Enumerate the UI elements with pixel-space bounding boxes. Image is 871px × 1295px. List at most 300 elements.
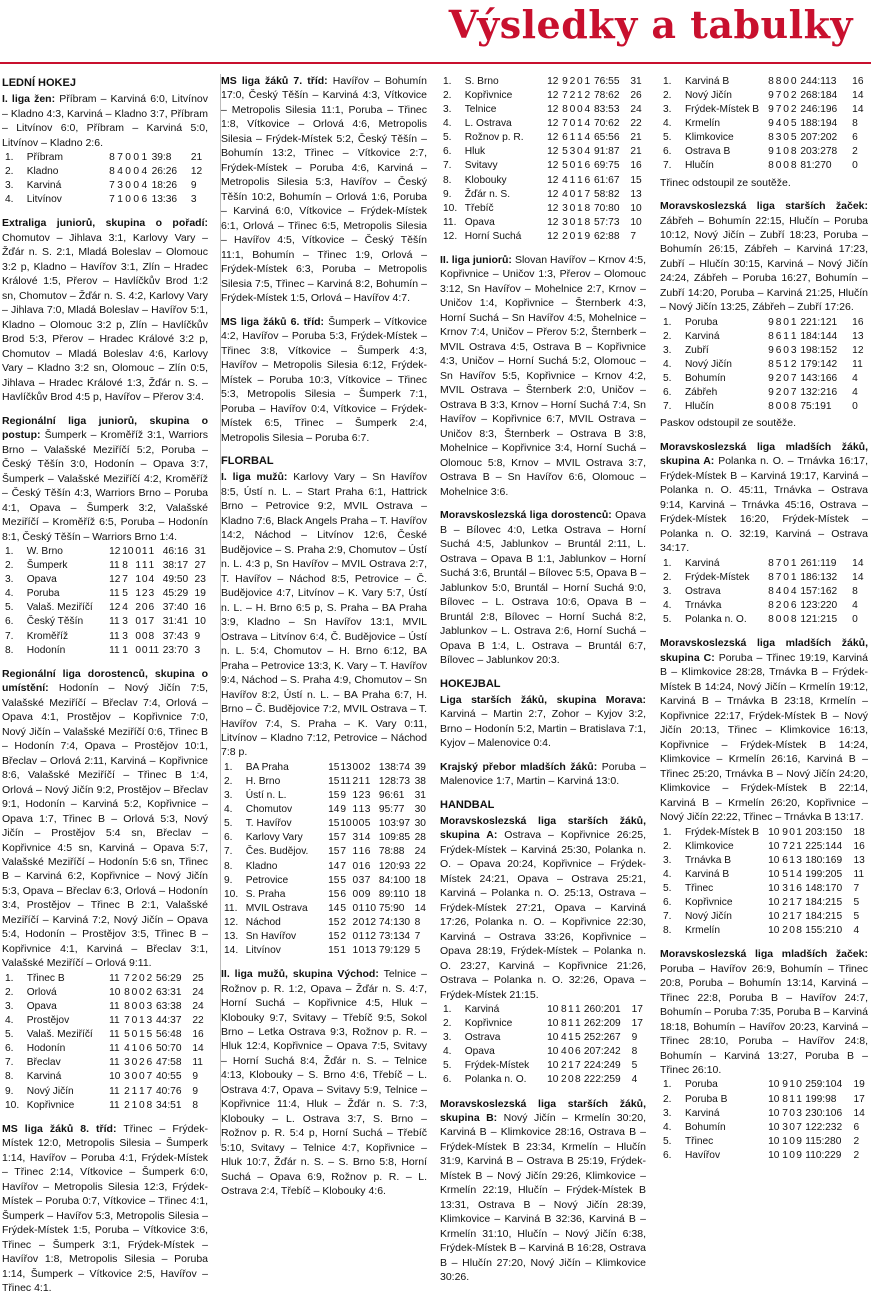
stat-cell: 8 <box>561 1018 567 1030</box>
results-paragraph <box>660 199 868 315</box>
rank-cell: 3. <box>5 574 14 586</box>
team-cell: Karviná <box>26 180 62 192</box>
points-cell: 13 <box>630 188 642 200</box>
table-row <box>2 573 208 587</box>
score-cell: 70:62 <box>594 118 620 130</box>
stat-cell: 8 <box>775 316 782 328</box>
table-row <box>660 372 868 386</box>
stat-cell: 0 <box>135 616 142 628</box>
blocks <box>221 74 427 445</box>
stat-cell: 7 <box>562 90 568 102</box>
table-row <box>440 145 646 159</box>
results-paragraph <box>440 508 646 667</box>
score-cell: 222:259 <box>583 1074 621 1086</box>
rank-cell: 9. <box>443 188 452 200</box>
stat-cell: 7 <box>775 571 782 583</box>
points-cell: 16 <box>852 316 864 328</box>
score-cell: 47:58 <box>156 1057 182 1069</box>
points-cell: 9 <box>631 1032 638 1044</box>
points-cell: 21 <box>630 132 642 144</box>
stat-cell: 0 <box>783 373 789 385</box>
score-cell: 259:104 <box>805 1079 843 1091</box>
table-row <box>2 1070 208 1084</box>
stat-cell: 3 <box>352 832 359 844</box>
stat-cell: 11 <box>109 630 120 642</box>
table-row <box>660 103 868 117</box>
rank-cell: 6. <box>663 146 672 158</box>
table-row <box>2 1028 208 1042</box>
results-paragraph <box>2 216 208 404</box>
stat-cell: 9 <box>768 104 774 116</box>
stat-cell: 0 <box>783 387 789 399</box>
stat-cell: 4 <box>562 188 568 200</box>
table-row <box>660 1149 868 1163</box>
stat-cell: 0 <box>352 888 359 900</box>
stat-cell: 10 <box>768 1093 780 1105</box>
stat-cell: 9 <box>562 76 568 87</box>
result-block <box>440 760 646 789</box>
rank-cell: 7. <box>663 160 672 172</box>
table-row <box>221 930 427 944</box>
points-cell: 4 <box>631 1074 638 1086</box>
team-cell: Krmelín <box>684 118 721 130</box>
team-cell: H. Brno <box>245 776 281 788</box>
rank-cell: 4. <box>663 118 672 130</box>
team-cell: Opava <box>464 216 495 228</box>
stat-cell: 0 <box>789 1135 795 1147</box>
points-cell: 30 <box>414 804 426 816</box>
stat-cell: 0 <box>358 888 365 900</box>
stat-cell: 10 <box>547 1032 559 1044</box>
team-cell: Klimkovice <box>684 132 734 144</box>
competition-title: Liga starších žáků, skupina Morava: <box>440 693 646 706</box>
stat-cell: 8 <box>768 600 774 612</box>
rank-cell: 6. <box>443 1074 452 1086</box>
stat-cell: 7 <box>146 1071 153 1083</box>
stat-cell: 0 <box>352 761 359 773</box>
score-cell: 120:93 <box>378 860 411 872</box>
results-paragraph <box>221 470 427 760</box>
stat-cell: 0 <box>577 104 583 116</box>
stat-cell: 6 <box>775 345 782 357</box>
points-cell: 8 <box>192 1099 198 1111</box>
stat-cell: 1 <box>141 616 148 628</box>
stat-cell: 4 <box>775 118 782 130</box>
stat-cell: 1 <box>577 202 583 214</box>
table-row <box>660 599 868 613</box>
score-cell: 109:85 <box>378 832 411 844</box>
stat-cell: 7 <box>117 152 123 164</box>
rank-cell: 1. <box>5 152 14 164</box>
points-cell: 10 <box>194 616 206 628</box>
stat-cell: 2 <box>340 930 346 942</box>
stat-cell: 9 <box>796 1149 802 1161</box>
result-block <box>660 947 868 1163</box>
stat-cell: 4 <box>790 585 797 597</box>
stat-cell: 4 <box>562 174 568 186</box>
team-cell: Prostějov <box>26 1015 70 1027</box>
table-row <box>660 75 868 89</box>
points-cell: 16 <box>852 76 864 87</box>
rank-cell: 7. <box>224 846 233 858</box>
results-text: Poruba – Havířov 26:9, Bohumín – Třinec 20:8, Poruba – Bohumín 13:14, Karviná – Třinec 22:8, Poruba B – Havířov 24:7, Bohumín – Poruba 7:35, Poruba B – Karviná 18:18, Bohumín – Havířov 20:23, Karviná – Třinec 28:10, Poruba – Havířov 24:8, Bohumín – Karviná 13:27, Poruba B – Třinec 26:10. <box>660 962 868 1076</box>
stat-cell: 8 <box>109 166 115 178</box>
stat-cell: 1 <box>135 588 142 600</box>
points-cell: 24 <box>414 846 426 858</box>
stat-cell: 0 <box>783 614 789 626</box>
score-cell: 262:209 <box>583 1018 621 1030</box>
team-cell: Břeclav <box>26 1057 61 1069</box>
results-paragraph <box>2 92 208 150</box>
stat-cell: 15 <box>328 818 340 830</box>
score-cell: 91:87 <box>594 146 620 158</box>
rank-cell: 4. <box>5 588 14 600</box>
stat-cell: 11 <box>109 616 120 628</box>
stat-cell: 7 <box>364 874 371 886</box>
rank-cell: 4. <box>663 359 672 371</box>
rank-cell: 2. <box>5 166 14 178</box>
rank-cell: 8. <box>443 174 452 186</box>
results-paragraph <box>660 440 868 556</box>
team-cell: Nový Jičín <box>684 359 732 371</box>
stat-cell: 3 <box>790 345 797 357</box>
score-cell: 155:210 <box>805 925 843 937</box>
results-text: Slovan Havířov – Krnov 4:5, Kopřivnice – Uničov 1:3, Přerov – Olomouc 3:12, Sn Havířov – Mohelnice 2:7, Krnov – Uničov 1:4, Kopřivnice – Šternberk 4:3, Horní Suchá – Sn Havířov 4:5, Mohelnice – Krnov 7:4, Uničov – Přerov 5:2, Šternberk – MVIL Ostrava 4:5, Ostrava B – Kopřivnice 4:3, Uničov – Horní Suchá 5:2, Olomouc – Sn Havířov 5:5, Kopřivnice – Krnov 4:2, MVIL Ostrava – Šternberk 2:0, Uničov – Ostrava B 3:3, Krnov – Horní Suchá 7:4, Sn Havířov – Kopřivnice 6:7, MVIL Ostrava – Uničov 8:3, Šternberk – Ostrava B 3:8, Mohelnice – Kopřivnice 3:4, Horní Suchá – Olomouc 5:8, Krnov – MVIL Ostrava 3:7, Ostrava B – Sn Havířov 6:6, Olomouc – Mohelnice 3:6. <box>440 253 647 498</box>
result-block <box>2 216 208 404</box>
stat-cell: 0 <box>789 1121 795 1133</box>
stat-cell: 6 <box>146 1043 153 1055</box>
results-text: Zábřeh – Bohumín 22:15, Hlučín – Poruba 10:12, Nový Jičín – Zubří 18:23, Poruba – Bohumín 26:15, Zábřeh – Karviná 17:23, Zubří – Hlučín 30:15, Karviná – Nový Jičín 24:24, Zábřeh – Poruba 16:27, Bohumín – Zubří 14:20, Poruba – Karviná 21:25, Hlučín – Nový Jičín 13:25, Zábřeh – Zubří 17:26. <box>660 214 868 314</box>
points-cell: 4 <box>852 600 858 612</box>
rank-cell: 6. <box>5 616 14 628</box>
stat-cell: 4 <box>124 1043 130 1055</box>
rank-cell: 5. <box>663 882 672 894</box>
stat-cell: 0 <box>358 761 365 773</box>
stat-cell: 0 <box>352 860 359 872</box>
stat-cell: 2 <box>782 896 788 908</box>
column-3 <box>440 74 647 1284</box>
rank-cell: 3. <box>224 790 233 802</box>
stat-cell: 10 <box>547 1004 559 1016</box>
team-cell: Hluk <box>464 146 486 158</box>
stat-cell: 1 <box>358 776 365 788</box>
stat-cell: 8 <box>768 585 774 597</box>
team-cell: Hodonín <box>26 644 66 656</box>
team-cell: Třebíč <box>464 202 494 214</box>
stat-cell: 1 <box>122 644 128 656</box>
stat-cell: 1 <box>577 160 583 172</box>
team-cell: Kopřivnice <box>684 896 733 908</box>
stat-cell: 3 <box>782 1121 788 1133</box>
stat-cell: 1 <box>131 1085 138 1097</box>
points-cell: 15 <box>630 174 642 186</box>
points-cell: 6 <box>852 132 858 144</box>
standings-table <box>660 75 868 174</box>
table-row <box>660 145 868 159</box>
table-row <box>440 75 646 89</box>
score-cell: 123:220 <box>800 600 838 612</box>
team-cell: Třinec B <box>26 972 65 984</box>
stat-cell: 0 <box>133 180 140 192</box>
points-cell: 3 <box>190 194 197 206</box>
table-row <box>221 789 427 803</box>
rank-cell: 5. <box>663 614 672 626</box>
rank-cell: 4. <box>663 600 672 612</box>
score-cell: 143:166 <box>800 373 838 385</box>
table-row <box>2 644 208 658</box>
competition-title: Moravskoslezská liga mladších žáků, skupina C: <box>660 637 868 664</box>
points-cell: 24 <box>192 986 204 998</box>
team-cell: Příbram <box>26 152 63 164</box>
stat-cell: 0 <box>783 571 789 583</box>
rank-cell: 8. <box>5 1071 14 1083</box>
rank-cell: 1. <box>443 76 452 87</box>
table-row <box>440 1031 646 1045</box>
stat-cell: 13 <box>340 761 352 773</box>
section-title: FLORBAL <box>221 455 274 468</box>
team-cell: S. Praha <box>245 888 286 900</box>
stat-cell: 1 <box>141 152 148 164</box>
points-cell: 2 <box>853 1135 860 1147</box>
points-cell: 0 <box>852 614 858 626</box>
stat-cell: 0 <box>789 1149 795 1161</box>
table-row <box>2 630 208 644</box>
table-row <box>2 587 208 601</box>
stat-cell: 2 <box>790 359 797 371</box>
standings-table <box>660 557 868 627</box>
stat-cell: 0 <box>789 1107 795 1119</box>
stat-cell: 8 <box>768 571 774 583</box>
stat-cell: 3 <box>146 1015 153 1027</box>
competition-title: Moravskoslezská liga mladších žaček: <box>660 948 868 961</box>
stat-cell: 0 <box>141 630 148 642</box>
rank-cell: 3. <box>443 104 452 116</box>
stat-cell: 0 <box>783 160 789 172</box>
competition-title: I. liga mužů: <box>221 471 288 484</box>
points-cell: 4 <box>853 925 860 937</box>
table-row <box>221 916 427 930</box>
stat-cell: 2 <box>782 925 788 937</box>
stat-cell: 1 <box>790 571 797 583</box>
table-row <box>2 1014 208 1028</box>
stat-cell: 9 <box>768 387 774 399</box>
score-cell: 252:267 <box>583 1032 621 1044</box>
team-cell: W. Brno <box>26 546 63 558</box>
stat-cell: 1 <box>358 902 365 914</box>
stat-cell: 0 <box>789 826 795 838</box>
stat-cell: 5 <box>562 160 568 172</box>
rank-cell: 7. <box>663 910 672 922</box>
stat-cell: 0 <box>569 230 576 242</box>
table-row <box>660 159 868 173</box>
points-cell: 14 <box>852 557 864 569</box>
score-cell: 37:43 <box>162 630 189 642</box>
table-row <box>2 545 208 559</box>
results-paragraph <box>660 947 868 1077</box>
score-cell: 37:40 <box>162 602 189 614</box>
score-cell: 246:196 <box>800 104 838 116</box>
stat-cell: 1 <box>352 944 359 956</box>
points-cell: 8 <box>631 1046 638 1058</box>
stat-cell: 0 <box>141 644 148 656</box>
results-text: Telnice – Rožnov p. R. 1:2, Opava – Žďár n. S. 4:7, Horní Suchá – Kopřivnice 4:5, Hluk – Klobouky 9:7, Svitavy – Třebíč 9:5, Sokol Brno – Letka Ostrava 9:3, Rožnov p. R. – Hluk 12:4, Kopřivnice – Opava 7:5, Svitavy – Horní Suchá 8:4, Žďár n. S. – Telnice 4:13, Klobouky – S. Brno 4:6, Třebíč – L. Ostrava 4:7, Opava – Svitavy 5:9, Telnice – Kopřivnice 11:4, Hluk – Žďár n. S. 7:3, Klobouky – L. Ostrava 3:7, S. Brno – Rožnov p. R. 5:4 p, Horní Suchá – Třebíč 5:10, Svitavy – Telnice 4:7, Kopřivnice – Hluk 10:7, Žďár n. S. – S. Brno 5:8, Horní Suchá – Opava 6:9, Rožnov p. R. – L. Ostrava 2:4, Třebíč – Klobouky 4:6. <box>221 968 427 1198</box>
competition-title: Krajský přebor mladších žáků: <box>440 760 598 773</box>
score-cell: 75:191 <box>800 401 832 413</box>
rank-cell: 2. <box>443 90 452 102</box>
rank-cell: 1. <box>663 557 672 569</box>
table-row <box>660 131 868 145</box>
stat-cell: 3 <box>562 202 568 214</box>
results-text: Poruba – Malenovice 1:7, Martin – Karviná 13:0. <box>440 760 646 788</box>
rank-cell: 7. <box>5 630 14 642</box>
stat-cell: 0 <box>131 1001 138 1013</box>
result-block <box>221 470 427 958</box>
team-cell: Karviná <box>26 1071 62 1083</box>
score-cell: 184:215 <box>805 910 843 922</box>
team-cell: Náchod <box>245 916 281 928</box>
score-cell: 70:80 <box>594 202 620 214</box>
score-cell: 103:97 <box>378 818 411 830</box>
score-cell: 56:29 <box>156 972 182 984</box>
rank-cell: 5. <box>224 818 233 830</box>
table-row <box>2 972 208 986</box>
points-cell: 39 <box>414 761 426 773</box>
table-row <box>440 131 646 145</box>
score-cell: 84:100 <box>378 874 411 886</box>
score-cell: 260:201 <box>583 1004 621 1016</box>
team-cell: Klobouky <box>464 174 507 186</box>
table-row <box>2 615 208 629</box>
rank-cell: 1. <box>663 316 672 328</box>
team-cell: L. Ostrava <box>464 118 512 130</box>
stat-cell: 8 <box>124 1001 130 1013</box>
rank-cell: 4. <box>443 1046 452 1058</box>
stat-cell: 11 <box>109 1043 120 1055</box>
table-row <box>660 826 868 840</box>
stat-cell: 0 <box>133 166 140 178</box>
score-cell: 199:205 <box>805 868 843 880</box>
rank-cell: 2. <box>663 90 672 102</box>
stat-cell: 1 <box>358 832 365 844</box>
team-cell: Hlučín <box>684 160 714 172</box>
score-cell: 78:62 <box>594 90 620 102</box>
stat-cell: 0 <box>125 194 131 206</box>
stat-cell: 1 <box>790 330 797 342</box>
stat-cell: 8 <box>782 1093 788 1105</box>
stat-cell: 10 <box>109 986 121 998</box>
stat-cell: 12 <box>547 174 559 186</box>
score-cell: 40:76 <box>156 1085 182 1097</box>
stat-cell: 0 <box>139 1001 145 1013</box>
results-paragraph <box>221 967 427 1199</box>
stat-cell: 0 <box>125 166 131 178</box>
standings-table <box>2 972 208 1113</box>
rank-cell: 6. <box>663 387 672 399</box>
stat-cell: 1 <box>584 76 591 87</box>
stat-cell: 3 <box>562 216 568 228</box>
stat-cell: 10 <box>340 818 352 830</box>
stat-cell: 3 <box>782 882 788 894</box>
table-row <box>221 761 427 775</box>
stat-cell: 2 <box>131 972 138 984</box>
stat-cell: 1 <box>789 1093 795 1105</box>
table-row <box>660 386 868 400</box>
results-paragraph <box>2 1122 208 1295</box>
stat-cell: 0 <box>783 600 789 612</box>
stat-cell: 1 <box>796 826 802 838</box>
stat-cell: 2 <box>340 916 346 928</box>
points-cell: 30 <box>414 818 426 830</box>
stat-cell: 0 <box>133 152 140 164</box>
results-text: Havířov – Bohumín 17:0, Český Těšín – Karviná 4:3, Vítkovice – Metropolis Silesia 11:1, Poruba – Třinec 1:8, Vítkovice – Orlová 4:6, Metropolis Silesia – Frýdek-Místek 5:2, Český Těšín – Bohumín 13:2, Třinec – Vítkovice 2:7, Frýdek-Místek – Poruba 4:6, Karviná – Metropolis Silesia 5:3, Havířov – Český Těšín 10:2, Bohumín – Orlová 1:6, Poruba – Karviná 6:0, Vítkovice – Frýdek-Místek 6:1, Orlová – Třinec 6:5, Metropolis Silesia – Havířov 4:5, Vítkovice – Český Těšín 11:1, Bohumín – Třinec 1:9, Orlová – Frýdek-Místek 6:3, Poruba – Metropolis Silesia 7:5, Třinec – Karviná 8:2, Bohumín – Frýdek-Místek 1:5, Orlová – Havířov 4:7. <box>221 75 427 305</box>
points-cell: 4 <box>852 387 858 399</box>
results-text: Poruba – Třinec 19:19, Karviná B – Klimkovice 28:28, Trnávka B – Frýdek-Místek B 14:24, Nový Jičín – Krmelín 19:12, Karviná B – Trnávka B 23:18, Krmelín – Kopřivnice 22:17, Frýdek-Místek B – Nový Jičín 20:13, Třinec – Klimkovice 16:13, Kopřivnice – Frýdek-Místek B 14:24, Klimkovice – Krmelín 26:16, Karviná B – Třinec 25:20, Trnávka B – Nový Jičín 24:20, Klimkovice – Frýdek-Místek B 22:14, Karviná B – Krmelín 26:20, Kopřivnice – Nový Jičín 22:22, Třinec – Trnávka B 13:17. <box>660 651 868 824</box>
rank-cell: 4. <box>663 1121 672 1133</box>
score-cell: 65:56 <box>594 132 620 144</box>
stat-cell: 14 <box>328 804 340 816</box>
table-row <box>660 613 868 627</box>
stat-cell: 0 <box>569 216 576 228</box>
competition-title: Regionální liga juniorů, skupina o postup: <box>2 414 208 442</box>
results-paragraph <box>2 414 208 544</box>
stat-cell: 2 <box>124 1099 130 1111</box>
stat-cell: 1 <box>796 1093 802 1105</box>
stat-cell: 12 <box>364 930 377 942</box>
points-cell: 18 <box>414 874 426 886</box>
score-cell: 73:134 <box>378 930 411 942</box>
stat-cell: 1 <box>358 846 365 858</box>
stat-cell: 1 <box>775 146 782 158</box>
table-row <box>440 1073 646 1087</box>
points-cell: 9 <box>192 1085 198 1097</box>
stat-cell: 5 <box>122 588 128 600</box>
result-block <box>221 315 427 445</box>
rank-cell: 11. <box>443 216 457 228</box>
points-cell: 9 <box>192 1071 198 1083</box>
results-text: Třinec – Frýdek-Místek 12:0, Metropolis Silesia – Šumperk 1:14, Havířov – Poruba 4:1, Frýdek-Místek – Třinec 2:14, Vítkovice – Šumperk 6:0, Havířov – Metropolis Silesia 12:3, Frýdek-Místek – Poruba 0:7, Vítkovice – Třinec 4:1, Šumperk – Havířov 5:3, Metropolis Silesia – Frýdek-Místek 1:5, Poruba – Vítkovice 3:6, Třinec – Šumperk 3:1, Frýdek-Místek – Havířov 1:8, Metropolis Silesia – Poruba 1:14, Šumperk – Vítkovice 2:5, Havířov – Třinec 4:1. <box>2 1122 208 1294</box>
table-row <box>221 831 427 845</box>
points-cell: 10 <box>630 202 642 214</box>
result-block <box>660 440 868 627</box>
table-row <box>2 179 208 193</box>
rank-cell: 3. <box>443 1032 452 1044</box>
team-cell: Bohumín <box>684 373 726 385</box>
stat-cell: 15 <box>328 874 340 886</box>
stat-cell: 0 <box>775 401 782 413</box>
standings-table <box>221 761 427 958</box>
stat-cell: 12 <box>547 132 559 144</box>
stat-cell: 0 <box>131 1015 138 1027</box>
team-cell: Ostrava B <box>684 146 731 158</box>
stat-cell: 7 <box>148 616 155 628</box>
points-cell: 13 <box>853 854 865 866</box>
rank-cell: 7. <box>443 160 452 172</box>
rank-cell: 4. <box>443 118 452 130</box>
stat-cell: 8 <box>768 330 774 342</box>
column-4 <box>660 74 868 1161</box>
column-2 <box>220 74 427 1198</box>
score-cell: 34:51 <box>156 1099 182 1111</box>
team-cell: Valaš. Meziříčí <box>26 1029 93 1041</box>
stat-cell: 12 <box>547 160 559 172</box>
team-cell: Havířov <box>684 1149 721 1161</box>
table-row <box>660 1135 868 1149</box>
result-block <box>440 814 646 1088</box>
table-row <box>660 896 868 910</box>
stat-cell: 5 <box>782 868 788 880</box>
competition-title: Regionální liga dorostenců, skupina o umístění: <box>2 667 208 695</box>
stat-cell: 1 <box>789 896 795 908</box>
